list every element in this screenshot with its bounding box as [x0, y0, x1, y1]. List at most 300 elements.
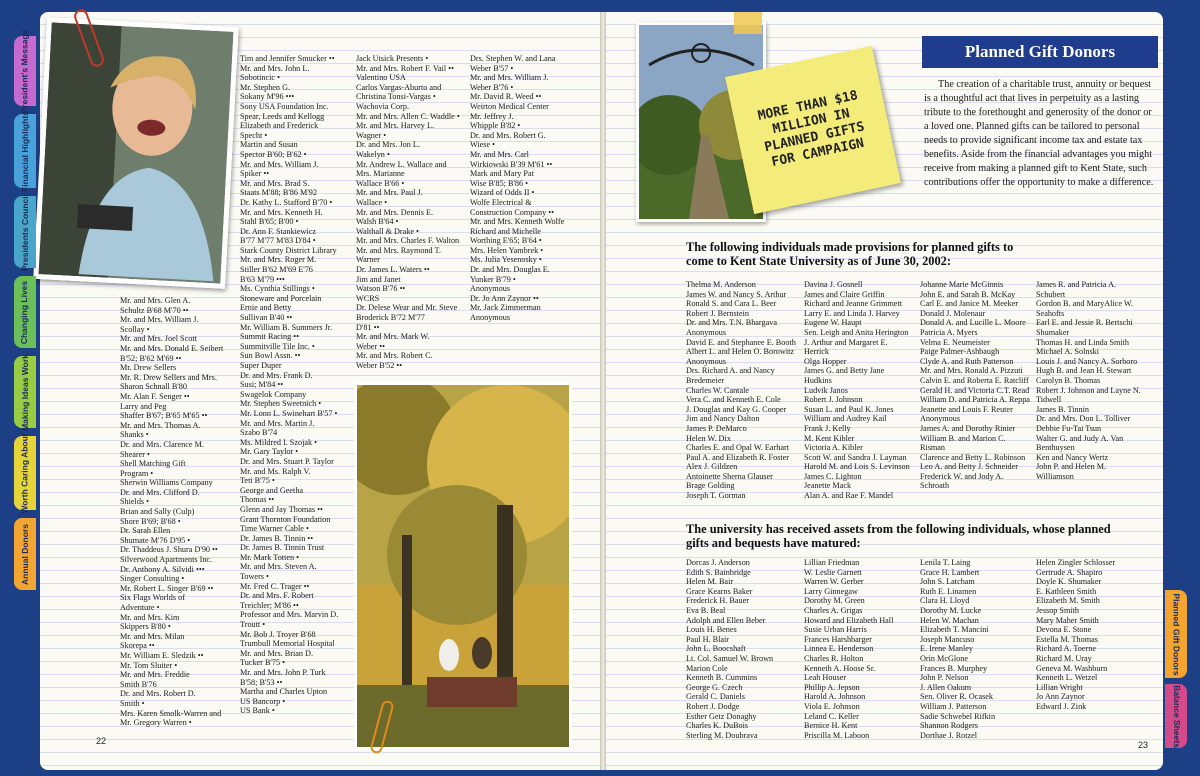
- donor-name: Ms. Cynthia Stillings •: [240, 284, 315, 294]
- donor-name: Mr. and Mrs. Kenneth H.: [240, 207, 323, 217]
- donor-name: Mr. Gregory Warren •: [120, 718, 192, 728]
- donor-name: Dr. Jo Ann Zaynor ••: [470, 293, 539, 303]
- donor-name: Helen W. Machan: [920, 615, 979, 625]
- donor-name: Charles K. DuBois: [686, 721, 749, 731]
- donor-name: Mr. Robert L. Singer B'69 ••: [120, 583, 214, 593]
- donor-name: Wolfe Electrical &: [470, 197, 532, 207]
- donor-name: Jeanette Mack: [804, 481, 852, 491]
- donor-name: Mr. David R. Weed ••: [470, 92, 542, 102]
- donor-name: Velma E. Neumeister: [920, 337, 990, 347]
- donor-name: Mr. and Mrs. Harvey L.: [356, 121, 434, 131]
- donor-name: James and Claire Griffin: [804, 289, 885, 299]
- donor-name: Construction Company ••: [470, 207, 554, 217]
- donor-name: James R. and Patricia A.: [1036, 280, 1117, 289]
- donor-name: Dr. and Mrs. Jon L.: [356, 140, 420, 150]
- donor-name: Orin McGlone: [920, 653, 968, 663]
- donor-name: J. Arthur and Margaret E.: [804, 337, 888, 347]
- donor-name: Harold A. Johnson: [804, 692, 866, 702]
- matured-column-1: [686, 558, 806, 740]
- donor-name: Mr. and Mrs. Robert C.: [356, 351, 433, 361]
- donor-name: Linnea E. Henderson: [804, 644, 874, 654]
- donor-name: Dorthae J. Rotzel: [920, 730, 978, 740]
- donor-name: Christina Tonsi-Vargas •: [356, 92, 436, 102]
- donor-name: Robert J. Johnson: [804, 395, 863, 405]
- donor-name: Lillian Friedman: [804, 558, 860, 567]
- donor-name: Ms. Julia Yesenosky •: [470, 255, 542, 265]
- donor-name: Ludvik Janos: [804, 385, 848, 395]
- donor-name: Mr. and Mrs. Brad S.: [240, 178, 310, 188]
- donor-name: J. Allen Oakum: [920, 682, 972, 692]
- donor-name: John S. Latcham: [920, 577, 975, 587]
- donor-name: Jim and Nancy Dalton: [686, 414, 760, 424]
- donor-name: Elizabeth T. Mancini: [920, 625, 989, 635]
- donor-name: Helen W. Dix: [686, 433, 731, 443]
- donor-name: Mrs. Marianne: [356, 169, 405, 179]
- donor-name: Marion Cole: [686, 663, 728, 673]
- donor-name: Mr. and Mrs. Brian D.: [240, 648, 313, 658]
- donor-name: Dorothy M. Lucke: [920, 605, 982, 615]
- donor-name: Mr. and Mrs. Thomas A.: [120, 420, 201, 430]
- donor-name: Mr. Andrew L. Wallace and: [356, 159, 447, 169]
- donor-name: Anonymous: [686, 356, 727, 366]
- donor-name: Mr. and Mrs. Donald E. Seibert: [120, 343, 224, 353]
- donor-name: Herrick: [804, 347, 830, 357]
- donor-name: Donald J. Molenaur: [920, 308, 986, 318]
- donor-name: Adolph and Ellen Beber: [686, 615, 766, 625]
- donor-name: Spear, Leeds and Kellogg: [240, 111, 325, 121]
- donor-name: Seahofts: [1036, 308, 1065, 318]
- donor-name: Grace Kearns Baker: [686, 586, 753, 596]
- donor-name: Mrs. Karen Smolk-Warren and: [120, 708, 222, 718]
- donor-name: Olga Hopper: [804, 356, 847, 366]
- donor-name: Gertrude A. Shapiro: [1036, 567, 1103, 577]
- donor-name: Walsh B'64 •: [356, 217, 399, 227]
- donor-name: Mrs. Helen Yambrek •: [470, 245, 544, 255]
- donor-name: George G. Czech: [686, 682, 743, 692]
- donor-name: Schultz B'68 M'70 ••: [120, 305, 189, 315]
- donor-name: Mr. Jeffrey J.: [470, 111, 514, 121]
- donor-name: James P. DeMarco: [686, 423, 747, 433]
- donor-name: Jim and Janet: [356, 274, 401, 284]
- donor-name: Mr. and Mrs. Martin J.: [240, 418, 315, 428]
- donor-name: Mr. and Mrs. John L.: [240, 63, 310, 73]
- donor-name: James A. and Dorothy Rinier: [920, 423, 1016, 433]
- donor-name: Weber B'76 •: [470, 82, 514, 92]
- donor-name: Mr. and Mrs. Paul J.: [356, 188, 423, 198]
- donor-name: Smith •: [120, 698, 145, 708]
- donor-name: Mr. and Mrs. Charles F. Walton: [356, 236, 460, 246]
- tab-balance-sheets[interactable]: Balance Sheets: [1165, 684, 1187, 748]
- donor-name: Albert L. and Helen O. Borowitz: [686, 347, 795, 357]
- donor-name: Valentino USA: [356, 73, 406, 83]
- donor-name: Shore B'69; B'68 •: [120, 516, 181, 526]
- donor-name: Sokany M'96 •••: [240, 92, 295, 102]
- donor-name: Smith B'76: [120, 679, 157, 689]
- donor-name: Clarence and Betty L. Robinson: [920, 452, 1026, 462]
- donor-name: Mr. and Mrs. Mark W.: [356, 332, 430, 342]
- donor-name: Dr. and Mrs. Clifford D.: [120, 487, 200, 497]
- donor-name: Mr. and Mrs. Allen C. Waddle •: [356, 111, 460, 121]
- page-number-right: 23: [1138, 740, 1149, 750]
- donor-name: Ken and Nancy Wertz: [1036, 452, 1109, 462]
- donor-name: Sadie Schwebel Rifkin: [920, 711, 996, 721]
- donor-name: Anonymous: [920, 414, 961, 424]
- donor-name: Hugh B. and Jean H. Stewart: [1036, 366, 1132, 376]
- page-title: Planned Gift Donors: [922, 36, 1158, 68]
- donor-name: US Bancorp •: [240, 696, 286, 706]
- donor-name: William B. and Marion C.: [920, 433, 1006, 443]
- donor-name: Wallace •: [356, 197, 388, 207]
- donor-name: Dorcas J. Anderson: [686, 558, 750, 567]
- donor-name: Warner: [356, 255, 380, 265]
- donor-name: Staats M'88; B'86 M'92: [240, 188, 317, 198]
- donor-name: Dorothy M. Green: [804, 596, 865, 606]
- donor-name: B'58; B'53 ••: [240, 677, 283, 687]
- campaign-sticky-note: MORE THAN $18 MILLION IN PLANNED GIFTS FOR CAMPAIGN: [725, 46, 901, 214]
- donor-name: Mr. William E. Sledzik ••: [120, 650, 204, 660]
- donor-name: Alex J. Gildzen: [686, 462, 738, 472]
- donor-name: Dr. Kathy L. Stafford B'70 •: [240, 197, 333, 207]
- donor-name: Stiller B'62 M'69 E'76: [240, 265, 313, 275]
- donor-name: William and Audrey Kail: [804, 414, 887, 424]
- donor-name: Weber B'57 •: [470, 63, 514, 73]
- donor-name: Wallace B'66 •: [356, 178, 405, 188]
- donor-name: Scollay •: [120, 324, 150, 334]
- donor-name: Mr. Gary Taylor •: [240, 447, 299, 457]
- donor-name: Estella M. Thomas: [1036, 634, 1098, 644]
- donor-name: Mr. and Mrs. Dennis E.: [356, 207, 434, 217]
- page-number-left: 22: [96, 736, 107, 746]
- tab-financial-highlights[interactable]: Financial Highlights: [14, 114, 36, 188]
- donor-name: Doyle K. Shumaker: [1036, 577, 1102, 587]
- donor-name: Walthall & Drake •: [356, 226, 419, 236]
- donor-name: Super Duper: [240, 361, 282, 370]
- donor-name: Debbie Fu-Tai Tsun: [1036, 423, 1102, 433]
- donor-name: D'81 ••: [356, 322, 380, 332]
- donor-name: Eugene W. Haupt: [804, 318, 862, 328]
- donor-name: Treichler; M'86 ••: [240, 600, 299, 610]
- provisions-column-1: [686, 280, 806, 501]
- donor-name: Dr. and Mrs. Douglas E.: [470, 265, 550, 275]
- donor-name: Michael A. Solnski: [1036, 347, 1099, 357]
- donor-name: Drs. Richard A. and Nancy: [686, 366, 775, 376]
- donor-name: John L. Boocshaft: [686, 644, 746, 654]
- donor-name: Mr. and Mrs. William J.: [120, 315, 199, 325]
- donor-name: Mr. R. Drew Sellers and Mrs.: [120, 372, 217, 382]
- donor-name: Professor and Mrs. Marvin D.: [240, 610, 339, 620]
- donor-name: Richard A. Toerne: [1036, 644, 1096, 654]
- donor-name: Richard and Michelle: [470, 226, 541, 236]
- donor-name: Troutt •: [240, 620, 266, 630]
- donor-name: Tim and Jennifer Smucker ••: [240, 54, 335, 63]
- donor-name: Sterling M. Doubrava: [686, 730, 758, 740]
- donor-name: Shumaker: [1036, 327, 1070, 337]
- donor-name: Mr. and Mrs. Freddie: [120, 670, 190, 680]
- donor-name: Specht •: [240, 130, 268, 140]
- matured-column-4: [1036, 558, 1156, 712]
- donor-name: Kenneth L. Wetzel: [1036, 673, 1098, 683]
- donor-name: Clyde A. and Ruth Patterson: [920, 356, 1014, 366]
- donor-name: Frank J. Kelly: [804, 423, 851, 433]
- donor-name: Esther Getz Donaghy: [686, 711, 757, 721]
- donor-name: Elizabeth M. Smith: [1036, 596, 1100, 606]
- donor-name: Mr. and Mrs. Glen A.: [120, 296, 191, 305]
- donor-name: Robert J. Johnson and Layne N.: [1036, 385, 1141, 395]
- donor-name: W. Leslie Garnett: [804, 567, 862, 577]
- donor-name: Dr. Anthony A. Silvidi •••: [120, 564, 205, 574]
- donor-name: Charles E. and Opal W. Earhart: [686, 443, 789, 453]
- donor-name: Mr. and Mrs. Kim: [120, 612, 180, 622]
- donor-name: Wirkiowski B'39 M'61 ••: [470, 159, 553, 169]
- donor-name: David E. and Stephanee E. Booth: [686, 337, 796, 347]
- donor-name: Leah Houser: [804, 673, 847, 683]
- donor-name: US Bank •: [240, 706, 275, 716]
- donor-name: Mr. and Mrs. Steven A.: [240, 562, 317, 572]
- donor-name: Ronald S. and Cara L. Beer: [686, 299, 777, 309]
- student-laughing-photo: [33, 17, 238, 289]
- donor-name: Stahl B'65; B'00 •: [240, 217, 299, 227]
- donor-name: Time Warner Cable •: [240, 524, 309, 534]
- tab-presidents-council[interactable]: Presidents Council: [14, 196, 36, 268]
- donor-name: Patricia A. Myers: [920, 327, 978, 337]
- donor-name: Robert J. Bernstein: [686, 308, 749, 318]
- provisions-column-4: [1036, 280, 1156, 481]
- donor-name: Sharon Schnall B'80: [120, 382, 187, 392]
- donor-name: Gerald H. and Victoria C.T. Read: [920, 385, 1030, 395]
- donor-name: Adventure •: [120, 603, 160, 612]
- donor-name: Larry Ginnegaw: [804, 586, 858, 596]
- donor-name: Charles A. Grigas: [804, 605, 863, 615]
- donor-name: John E. and Sarah B. McKay: [920, 289, 1016, 299]
- donor-name: Donald A. and Lucille L. Moore: [920, 318, 1026, 328]
- donor-name: Martin and Susan: [240, 140, 298, 150]
- donor-name: Dr. James B. Tinnin ••: [240, 533, 314, 543]
- matured-heading: The university has received assets from the following individuals, whose planned gifts and bequests have matured:: [686, 522, 1111, 550]
- donor-name: B'77 M'77 M'83 D'84 •: [240, 236, 316, 246]
- donor-name: Skorepa ••: [120, 641, 155, 651]
- donor-name: WCRS: [356, 293, 380, 303]
- donor-name: Trumbull Memorial Hospital: [240, 639, 335, 649]
- donor-name: Mr. Stephen G.: [240, 82, 291, 92]
- donor-name: Summit Racing ••: [240, 332, 299, 342]
- matured-column-3: [920, 558, 1040, 740]
- donor-name: Dr. and Mrs. Frank D.: [240, 370, 313, 380]
- donor-name: Helen M. Bair: [686, 577, 734, 587]
- donor-name: Davina J. Gosnell: [804, 280, 863, 289]
- donor-name: Dr. James B. Tinnin Trust: [240, 543, 325, 553]
- donor-name: J. Douglas and Kay G. Cooper: [686, 404, 787, 414]
- donor-name: James G. and Betty Jane: [804, 366, 885, 376]
- donor-name: William D. and Patricia A. Reppa: [920, 395, 1030, 405]
- donor-name: James C. Lighton: [804, 471, 862, 481]
- donor-name: Susi; M'84 ••: [240, 380, 284, 390]
- donor-name: Frances Harshbarger: [804, 634, 872, 644]
- donor-name: Jeanette and Louis F. Reuter: [920, 404, 1013, 414]
- donor-name: Louis H. Benes: [686, 625, 737, 635]
- donor-name: Thomas H. and Linda Smith: [1036, 337, 1130, 347]
- donor-name: Dr. and Mrs. Robert D.: [120, 689, 196, 699]
- tab-changing-lives[interactable]: Changing Lives: [14, 276, 36, 348]
- donor-name: Dr. and Mrs. T.N. Bhargava: [686, 318, 777, 328]
- donor-name: Mr. and Mrs. Milan: [120, 631, 185, 641]
- donor-name: Lt. Col. Samuel W. Brown: [686, 653, 774, 663]
- donor-name: Mr. Jack Zimmerman: [470, 303, 541, 313]
- page-gutter: [600, 12, 606, 770]
- donor-name: Charles W. Cantale: [686, 385, 749, 395]
- donor-column-1: [120, 296, 232, 728]
- donor-name: Louis J. and Nancy A. Sorboro: [1036, 356, 1138, 366]
- donor-name: Dr. and Mrs. Robert G.: [470, 130, 546, 140]
- donor-name: Shumate M'76 D'95 •: [120, 535, 191, 545]
- donor-name: Dr. Ann F. Stankiewicz: [240, 226, 316, 236]
- donor-name: Williamson: [1036, 471, 1074, 481]
- donor-name: Mr. and Mrs. Carl: [470, 149, 529, 159]
- donor-name: Gerald C. Daniels: [686, 692, 745, 702]
- donor-name: Towers •: [240, 572, 269, 582]
- donor-name: Sen. Oliver R. Ocasek: [920, 692, 993, 702]
- donor-name: Mr. Mark Totten •: [240, 552, 299, 562]
- donor-name: Anonymous: [686, 327, 727, 337]
- donor-name: M. Kent Kibler: [804, 433, 855, 443]
- donor-name: Dr. James L. Waters ••: [356, 265, 430, 275]
- donor-name: Sherwin Williams Company: [120, 478, 213, 488]
- donor-name: Program •: [120, 468, 154, 478]
- tab-presidents-message[interactable]: President's Message: [14, 36, 36, 106]
- donor-name: Bernice H. Kent: [804, 721, 858, 731]
- donor-name: Weirton Medical Center: [470, 101, 549, 111]
- donor-name: Dr. Delese Wear and Mr. Steve: [356, 303, 458, 313]
- donor-name: Drs. Stephen W. and Lana: [470, 54, 556, 63]
- donor-name: B'63 M'79 •••: [240, 274, 285, 284]
- donor-name: Wagner •: [356, 130, 387, 140]
- donor-name: Grant Thornton Foundation: [240, 514, 331, 524]
- donor-name: Dr. and Mrs. Clarence M.: [120, 439, 204, 449]
- donor-name: Hudkins: [804, 375, 832, 385]
- donor-name: Sen. Leigh and Anita Herington: [804, 327, 909, 337]
- donor-name: Calvin E. and Roberta E. Ratcliff: [920, 375, 1029, 385]
- donor-name: Edith S. Bainbridge: [686, 567, 751, 577]
- donor-name: Mr. Lonn L. Swinehart B'57 •: [240, 408, 338, 418]
- donor-name: Thomas ••: [240, 495, 275, 505]
- matured-column-2: [804, 558, 924, 740]
- donor-name: Weber B'52 ••: [356, 361, 403, 370]
- donor-name: Schubert: [1036, 289, 1066, 299]
- donor-name: Mr. and Mrs. William J.: [240, 159, 319, 169]
- donor-name: Jo Ann Zaynor: [1036, 692, 1085, 702]
- donor-name: Scott W. and Sandra J. Layman: [804, 452, 907, 462]
- donor-name: James B. Tinnin: [1036, 404, 1090, 414]
- donor-name: Leland C. Keller: [804, 711, 859, 721]
- tab-worth-caring-about[interactable]: Worth Caring About: [14, 436, 36, 510]
- donor-name: Mr. and Mrs. Raymond T.: [356, 245, 441, 255]
- donor-name: Phillip A. Jepson: [804, 682, 860, 692]
- donor-name: Ernie and Betty: [240, 303, 292, 313]
- donor-column-4: [470, 54, 575, 323]
- donor-name: Stoneware and Porcelain: [240, 293, 322, 303]
- donor-name: Worthing E'65; B'64 •: [470, 236, 542, 246]
- donor-name: Mr. and Mrs. Joel Scott: [120, 334, 197, 344]
- donor-name: Wizard of Odds II •: [470, 188, 535, 198]
- donor-name: Benthuysen: [1036, 443, 1075, 453]
- donor-name: Tidwell: [1036, 395, 1062, 405]
- donor-name: Broderick B'72 M'77: [356, 313, 425, 323]
- donor-name: Spector B'60; B'62 •: [240, 149, 307, 159]
- donor-name: Susie Urban Harris: [804, 625, 867, 635]
- donor-name: Helen Zingler Schlosser: [1036, 558, 1116, 567]
- tape-decoration: [734, 12, 762, 34]
- donor-name: Mr. Fred C. Trager ••: [240, 581, 310, 591]
- donor-name: Lenila T. Laing: [920, 558, 971, 567]
- donor-name: Mr. and Mrs. Roger M.: [240, 255, 317, 265]
- donor-name: Anonymous: [470, 313, 511, 323]
- donor-name: Antoinette Sherna Glauser: [686, 471, 773, 481]
- donor-name: Thelma M. Anderson: [686, 280, 756, 289]
- donor-name: Grace H. Lambert: [920, 567, 980, 577]
- donor-name: Harold M. and Lois S. Levinson: [804, 462, 910, 472]
- donor-name: Glenn and Jay Thomas ••: [240, 504, 323, 514]
- donor-name: Risman: [920, 443, 946, 453]
- donor-name: Devona E. Stone: [1036, 625, 1092, 635]
- donor-name: Mr. and Mrs. Robert F. Vail ••: [356, 63, 454, 73]
- donor-name: Kenneth B. Cummins: [686, 673, 758, 683]
- donor-name: Alan A. and Rae F. Mandel: [804, 491, 894, 501]
- donor-name: Howard and Elizabeth Hall: [804, 615, 894, 625]
- donor-name: Mr. and Mrs. William J.: [470, 73, 549, 83]
- tab-making-ideas-work[interactable]: Making Ideas Work: [14, 356, 36, 428]
- donor-name: John P. and Helen M.: [1036, 462, 1107, 472]
- donor-name: Carlos Vargas-Aburto and: [356, 82, 442, 92]
- donor-name: Clara H. Lloyd: [920, 596, 970, 606]
- donor-name: Mr. Alan F. Senger ••: [120, 391, 190, 401]
- donor-name: Wiese •: [470, 140, 496, 150]
- donor-name: Jack Utsick Presents •: [356, 54, 429, 63]
- donor-name: Stark County District Library: [240, 245, 337, 255]
- donor-name: Jessop Smith: [1036, 605, 1079, 615]
- donor-name: Silverwood Apartments Inc.: [120, 555, 213, 565]
- donor-name: Dr. and Mrs. Stuart P. Taylor: [240, 456, 334, 466]
- donor-column-2: [240, 54, 352, 716]
- donor-name: Sobotincic •: [240, 73, 280, 83]
- provisions-column-3: [920, 280, 1040, 491]
- donor-name: Mr. Bob J. Troyer B'68: [240, 629, 316, 639]
- donor-name: Frederick W. and Jody A.: [920, 471, 1004, 481]
- donor-name: Paul A. and Elizabeth R. Foster: [686, 452, 790, 462]
- donor-name: Frederick H. Bauer: [686, 596, 749, 606]
- donor-name: Frances B. Murphey: [920, 663, 988, 673]
- donor-name: Wakelyn •: [356, 149, 390, 159]
- donor-name: Earl E. and Jessie R. Bertschi: [1036, 318, 1133, 328]
- donor-name: Paige Palmer-Ashbaugh: [920, 347, 1000, 357]
- donor-name: Mr. and Mrs. John P. Turk: [240, 668, 326, 677]
- donor-name: Paul H. Blair: [686, 634, 729, 644]
- provisions-column-2: [804, 280, 924, 501]
- donor-name: Eva B. Beal: [686, 605, 726, 615]
- donor-name: Weber ••: [356, 341, 385, 351]
- donor-name: B'52; B'62 M'69 ••: [120, 353, 182, 363]
- tab-planned-gift-donors[interactable]: Planned Gift Donors: [1165, 590, 1187, 678]
- donor-column-3: [356, 54, 468, 371]
- donor-name: Dr. Thaddeus J. Shura D'90 ••: [120, 545, 218, 555]
- donor-name: Schroath: [920, 481, 950, 491]
- tab-annual-donors[interactable]: Annual Donors: [14, 518, 36, 590]
- donor-name: John P. Nelson: [920, 673, 969, 683]
- donor-name: Spiker ••: [240, 169, 270, 179]
- donor-name: E. Irene Manley: [920, 644, 973, 654]
- donor-name: Mr. and Ms. Ralph V.: [240, 466, 311, 476]
- donor-name: E. Kathleen Smith: [1036, 586, 1097, 596]
- donor-name: Tucker B'75 •: [240, 658, 285, 668]
- donor-name: Martha and Charles Upton: [240, 687, 328, 697]
